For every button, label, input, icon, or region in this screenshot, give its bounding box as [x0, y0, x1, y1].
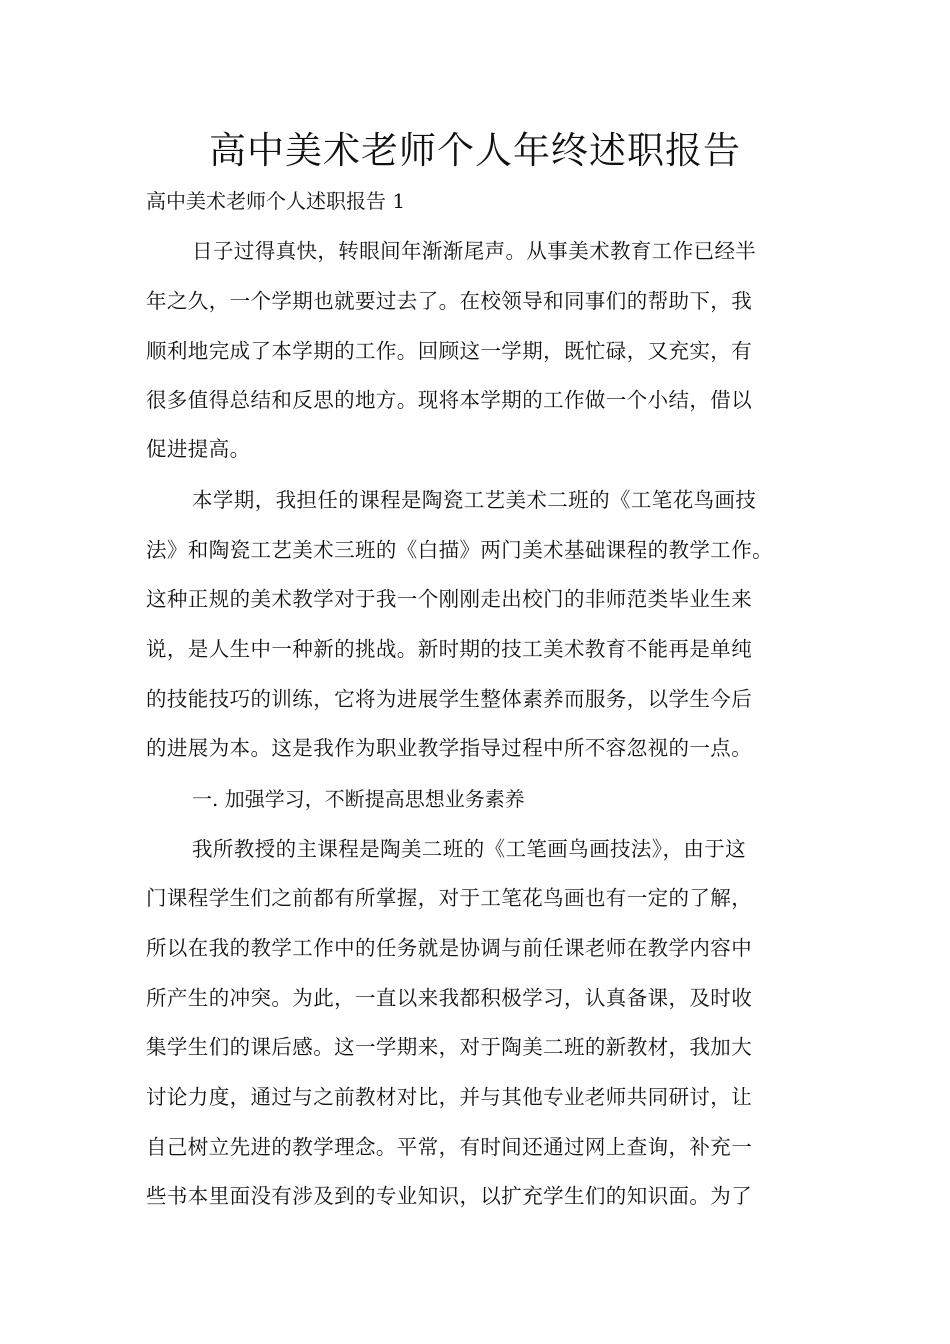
section-paragraph-line-7: 自己树立先进的教学理念。平常，有时间还通过网上查询，补充一 — [146, 1135, 753, 1159]
paragraph-1-line-2: 年之久，一个学期也就要过去了。在校领导和同事们的帮助下，我 — [146, 289, 753, 313]
paragraph-2-line-6: 的进展为本。这是我作为职业教学指导过程中所不容忽视的一点。 — [146, 736, 753, 760]
report-subtitle: 高中美术老师个人述职报告 1 — [146, 189, 406, 213]
paragraph-2-line-3: 这种正规的美术教学对于我一个刚刚走出校门的非师范类毕业生来 — [146, 587, 753, 611]
section-paragraph-line-5: 集学生们的课后感。这一学期来，对于陶美二班的新教材，我加大 — [146, 1035, 753, 1059]
section-paragraph-line-2: 门课程学生们之前都有所掌握，对于工笔花鸟画也有一定的了解， — [146, 886, 753, 910]
paragraph-1-line-3: 顺利地完成了本学期的工作。回顾这一学期，既忙碌，又充实，有 — [146, 339, 753, 363]
section-paragraph-line-3: 所以在我的教学工作中的任务就是协调与前任课老师在教学内容中 — [146, 936, 753, 960]
section-heading: 一. 加强学习，不断提高思想业务素养 — [192, 787, 525, 811]
paragraph-2-line-1: 本学期，我担任的课程是陶瓷工艺美术二班的《工笔花鸟画技 — [192, 488, 757, 512]
section-paragraph-line-4: 所产生的冲突。为此，一直以来我都积极学习，认真备课，及时收 — [146, 986, 753, 1010]
document-title: 高中美术老师个人年终述职报告 — [209, 129, 741, 172]
paragraph-2-line-2: 法》和陶瓷工艺美术三班的《白描》两门美术基础课程的教学工作。 — [146, 538, 773, 562]
paragraph-1-line-1: 日子过得真快，转眼间年渐渐尾声。从事美术教育工作已经半 — [192, 239, 757, 263]
paragraph-1-line-5: 促进提高。 — [146, 437, 251, 461]
section-paragraph-line-1: 我所教授的主课程是陶美二班的《工笔画鸟画技法》，由于这 — [192, 837, 747, 861]
paragraph-2-line-4: 说，是人生中一种新的挑战。新时期的技工美术教育不能再是单纯 — [146, 637, 753, 661]
section-paragraph-line-8: 些书本里面没有涉及到的专业知识，以扩充学生们的知识面。为了 — [146, 1184, 753, 1208]
paragraph-1-line-4: 很多值得总结和反思的地方。现将本学期的工作做一个小结，借以 — [146, 388, 753, 412]
section-paragraph-line-6: 讨论力度，通过与之前教材对比，并与其他专业老师共同研讨，让 — [146, 1085, 753, 1109]
paragraph-2-line-5: 的技能技巧的训练，它将为进展学生整体素养而服务，以学生今后 — [146, 687, 753, 711]
